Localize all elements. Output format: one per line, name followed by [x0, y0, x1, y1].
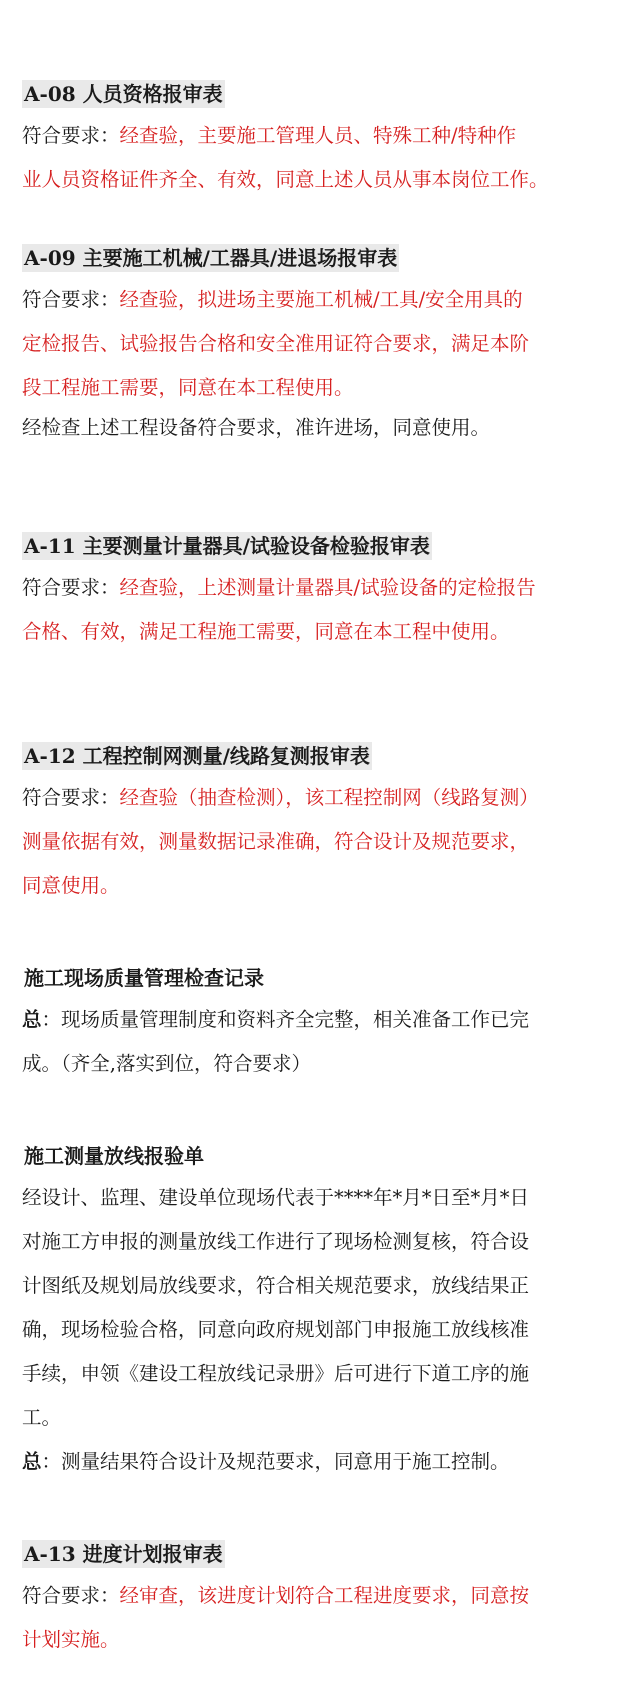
- paragraph-line: [22, 1396, 622, 1440]
- paragraph-line: [22, 1042, 622, 1086]
- line-red-text: 定检报告、试验报告合格和安全准用证符合要求，满足本阶: [22, 332, 530, 355]
- section-heading: A-09 主要施工机械/工器具/进退场报审表: [24, 246, 398, 270]
- paragraph-line: [22, 1618, 622, 1662]
- section-a11: [22, 532, 622, 654]
- line-red-text: 计划实施。: [22, 1628, 120, 1651]
- line-red-text: 合格、有效，满足工程施工需要，同意在本工程中使用。: [22, 620, 510, 643]
- paragraph-line: [22, 410, 622, 446]
- paragraph-line: [22, 1352, 622, 1396]
- section-heading: A-11 主要测量计量器具/试验设备检验报审表: [24, 534, 430, 558]
- paragraph-line: [22, 776, 622, 820]
- line-text: 计图纸及规划局放线要求，符合相关规范要求，放线结果正: [22, 1274, 530, 1297]
- paragraph-line: [22, 114, 622, 158]
- section-heading: 施工现场质量管理检查记录: [24, 966, 264, 990]
- summary-label: 总: [22, 1450, 42, 1473]
- section-a09: [22, 244, 622, 446]
- line-red-text: 业人员资格证件齐全、有效，同意上述人员从事本岗位工作。: [22, 168, 549, 191]
- line-red-text: 经查验（抽查检测），该工程控制网（线路复测）: [119, 786, 539, 809]
- paragraph-line: [22, 1264, 622, 1308]
- paragraph-line: [22, 610, 622, 654]
- section-survey-form: [22, 1142, 622, 1484]
- line-red-text: 经审查，该进度计划符合工程进度要求，同意按: [119, 1584, 530, 1607]
- summary-label: 总: [22, 1008, 42, 1031]
- line-red-text: 测量依据有效，测量数据记录准确，符合设计及规范要求，: [22, 830, 530, 853]
- paragraph-line: [22, 820, 622, 864]
- line-red-text: 经查验，主要施工管理人员、特殊工种/特种作: [119, 124, 517, 147]
- paragraph-line: [22, 1308, 622, 1352]
- line-text: ：测量结果符合设计及规范要求，同意用于施工控制。: [41, 1450, 510, 1473]
- section-a08: [22, 80, 622, 202]
- section-heading: 施工测量放线报验单: [24, 1144, 204, 1168]
- paragraph-line: [22, 322, 622, 366]
- line-prefix: 符合要求：: [22, 288, 120, 311]
- line-text: 成。（齐全,落实到位，符合要求）: [22, 1052, 311, 1075]
- line-prefix: 符合要求：: [22, 786, 120, 809]
- paragraph-line: [22, 278, 622, 322]
- paragraph-line: [22, 1574, 622, 1618]
- section-a13: [22, 1540, 622, 1662]
- line-red-text: 段工程施工需要，同意在本工程使用。: [22, 376, 354, 399]
- paragraph-line: [22, 1220, 622, 1264]
- paragraph-line: [22, 1176, 622, 1220]
- paragraph-line: [22, 864, 622, 908]
- section-heading: A-08 人员资格报审表: [24, 82, 223, 106]
- line-red-text: 经查验，上述测量计量器具/试验设备的定检报告: [119, 576, 536, 599]
- paragraph-line: [22, 158, 622, 202]
- section-heading: A-13 进度计划报审表: [24, 1542, 223, 1566]
- line-text: 对施工方申报的测量放线工作进行了现场检测复核，符合设: [22, 1230, 530, 1253]
- paragraph-line: [22, 1440, 622, 1484]
- line-prefix: 符合要求：: [22, 1584, 120, 1607]
- line-text: 手续，申领《建设工程放线记录册》后可进行下道工序的施: [22, 1362, 530, 1385]
- line-text: 经设计、监理、建设单位现场代表于****年*月*日至*月*日: [22, 1186, 530, 1209]
- line-prefix: 符合要求：: [22, 576, 120, 599]
- line-red-text: 经查验，拟进场主要施工机械/工具/安全用具的: [119, 288, 523, 311]
- line-text: ：现场质量管理制度和资料齐全完整，相关准备工作已完: [41, 1008, 530, 1031]
- section-quality-check: [22, 964, 622, 1086]
- line-text: 工。: [22, 1406, 62, 1429]
- line-prefix: 经检查上述工程设备符合要求，准许进场，同意使用。: [22, 416, 491, 439]
- line-prefix: 符合要求：: [22, 124, 120, 147]
- line-text: 确，现场检验合格，同意向政府规划部门申报施工放线核准: [22, 1318, 530, 1341]
- section-a12: [22, 742, 622, 908]
- paragraph-line: [22, 566, 622, 610]
- paragraph-line: [22, 366, 622, 410]
- section-heading: A-12 工程控制网测量/线路复测报审表: [24, 744, 370, 768]
- line-red-text: 同意使用。: [22, 874, 120, 897]
- paragraph-line: [22, 998, 622, 1042]
